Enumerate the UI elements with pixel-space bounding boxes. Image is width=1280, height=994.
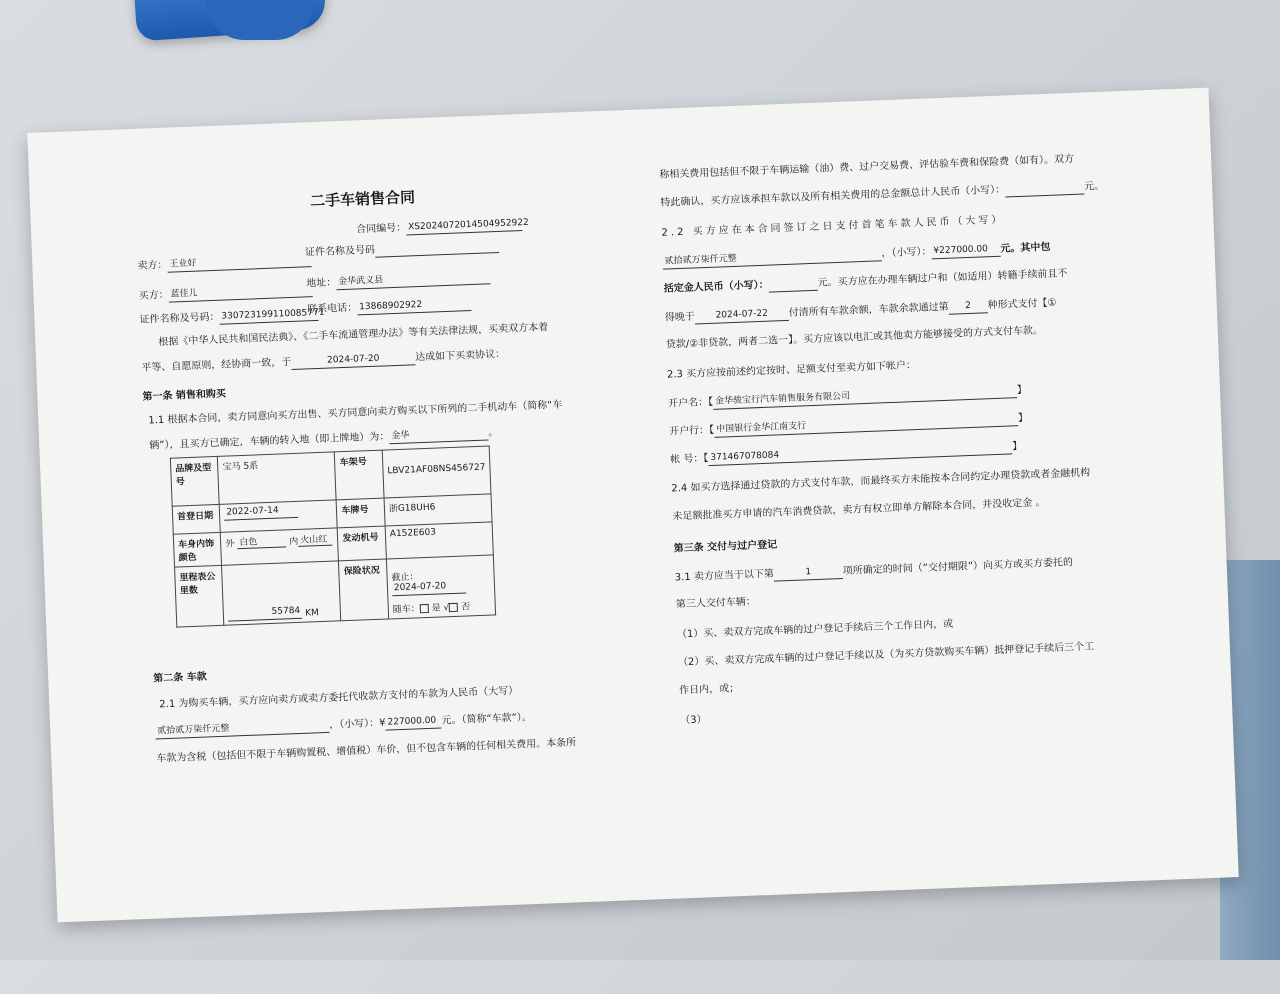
right-line-5: 括定金人民币（小写）： 元。买方应在办理车辆过户和（如适用）转籍手续前且不 (663, 268, 1068, 295)
seller-row: 卖方： 王业好 (137, 252, 311, 274)
account-bank: 开户行：【 中国银行金华江南支行】 (669, 412, 1029, 438)
right-line-12: 第三人交付车辆： (675, 596, 757, 611)
buyer-phone: 联系电话： 13868902922 (307, 296, 471, 317)
clause-1-1-a: 1.1 根据本合同，卖方同意向买方出售、买方同意向卖方购买以下所列的二手机动车（简称“车 (148, 399, 563, 427)
section-2-title: 第二条 车款 (153, 671, 207, 685)
clause-2-4-a: 2.4 如买方选择通过贷款的方式支付车款，而最终买方未能按本合同约定办理贷款或者金融机构 (671, 467, 1091, 495)
vehicle-table (170, 445, 496, 627)
contract-number: 合同编号： XS20240720145049529​22 (356, 217, 529, 236)
left-page (135, 179, 725, 990)
right-page (658, 107, 1248, 918)
reg-date-value: 2022-07-14 (220, 500, 338, 532)
clause-2-1-b: 贰拾贰万柒仟元整 ，（小写）：¥ 227000.00 元。（简称“车款”）。 (155, 710, 532, 739)
buyer-row: 买方： 蓝佳儿 (138, 282, 312, 304)
account-number: 帐 号：【 371467078084】 (670, 441, 1023, 466)
option-3: （3） (680, 714, 707, 727)
vin-value: LBV21AF08NS456727 (382, 446, 491, 498)
vin-label: 车架号 (335, 450, 384, 500)
insurance-value: 截止：2024-07-20 随车： 是 √ 否 (386, 555, 495, 619)
engine-value: A152E603 (385, 522, 493, 559)
brand-value: 宝马 5系 (218, 452, 337, 504)
seller-id: 证件名称及号码 (305, 239, 499, 260)
option-1: （1）买、卖双方完成车辆的过户登记手续后三个工作日内，或 (676, 618, 954, 641)
plate-label: 车牌号 (337, 498, 385, 528)
color-value: 外 白色 内 火山红 (221, 528, 339, 565)
section-3-title: 第三条 交付与过户登记 (673, 539, 778, 555)
right-line-1: 称相关费用包括但不限于车辆运输（油）费、过户交易费、评估验车费和保险费（如有）。双方 (659, 153, 1075, 181)
contract-paper (27, 88, 1238, 923)
color-label: 车身内饰颜色 (173, 532, 222, 567)
intro-line-2: 平等、自愿原则，经协商一致，于 2024-07-20 达成如下买卖协议： (141, 348, 506, 374)
engine-label: 发动机号 (338, 526, 387, 561)
option-2: （2）买、卖双方完成车辆的过户登记手续以及（为买方贷款购买车辆）抵押登记手续后三个工 (677, 641, 1095, 669)
clause-2-4-b: 未足额批准买方申请的汽车消费贷款，卖方有权立即单方解除本合同，并没收定金 。 (672, 497, 1046, 523)
clause-3-1: 3.1 卖方应当于以下第 1 项所确定的时间（“交付期限”）向买方或买方委托的 (674, 557, 1074, 584)
right-line-4: 贰拾贰万柒仟元整，（小写）： ¥227000.00 元。其中包 (662, 240, 1050, 270)
right-line-7: 贷款/②非贷款，两者二选一】。买方应该以电汇或其他卖方能够接受的方式支付车款。 (665, 325, 1044, 351)
checkbox-yes (420, 604, 429, 613)
section-1-title: 第一条 销售和购买 (142, 388, 227, 403)
mileage-value: 55784 KM (222, 561, 341, 625)
reg-date-label: 首登日期 (172, 504, 220, 534)
page-title: 二手车销售合同 (309, 188, 416, 211)
insurance-label: 保险状况 (339, 559, 389, 621)
clause-2-1-c: 车款为含税（包括但不限于车辆购置税、增值税）车价，但不包含车辆的任何相关费用。本条所 (156, 737, 577, 765)
clause-2-1-a: 2.1 为购买车辆，买方应向卖方或卖方委托代收款方支付的车款为人民币（大写） (159, 685, 519, 711)
checkbox-no (449, 603, 458, 612)
plate-value: 浙G18UH6 (384, 494, 492, 526)
account-name: 开户名：【 金华骏宝行汽车销售服务有限公司】 (667, 384, 1028, 410)
intro-line-1: 根据《中华人民共和国民法典》、《二手车流通管理办法》等有关法律法规，买卖双方本着 (158, 322, 549, 349)
buyer-id-row: 证件名称及号码： 330723199110085771 (139, 307, 325, 326)
clause-1-1-b: 辆”），且买方已确定，车辆的转入地（即上牌地）为： 金华 。 (149, 427, 499, 452)
checkmark-icon: √ (443, 603, 450, 614)
right-line-15: 作日内，或； (678, 683, 740, 697)
buyer-address: 地址： 金华武义县 (306, 269, 490, 291)
clause-2-3: 2.3 买方应按前述约定按时、足额支付至卖方如下帐户： (666, 360, 917, 381)
right-line-2: 特此确认，买方应该承担车款以及所有相关费用的总金额总计人民币（小写）： 元。 (660, 180, 1105, 209)
mileage-label: 里程表公里数 (175, 565, 225, 627)
right-line-6: 得晚于 2024-07-22 付清所有车款余额，车款余款通过第 2 种形式支付【① (664, 297, 1057, 324)
brand-label: 品牌及型号 (170, 456, 219, 506)
clause-2-2: 2.2 买方应在本合同签订之日支付首笔车款人民币（大写） (661, 214, 1005, 239)
